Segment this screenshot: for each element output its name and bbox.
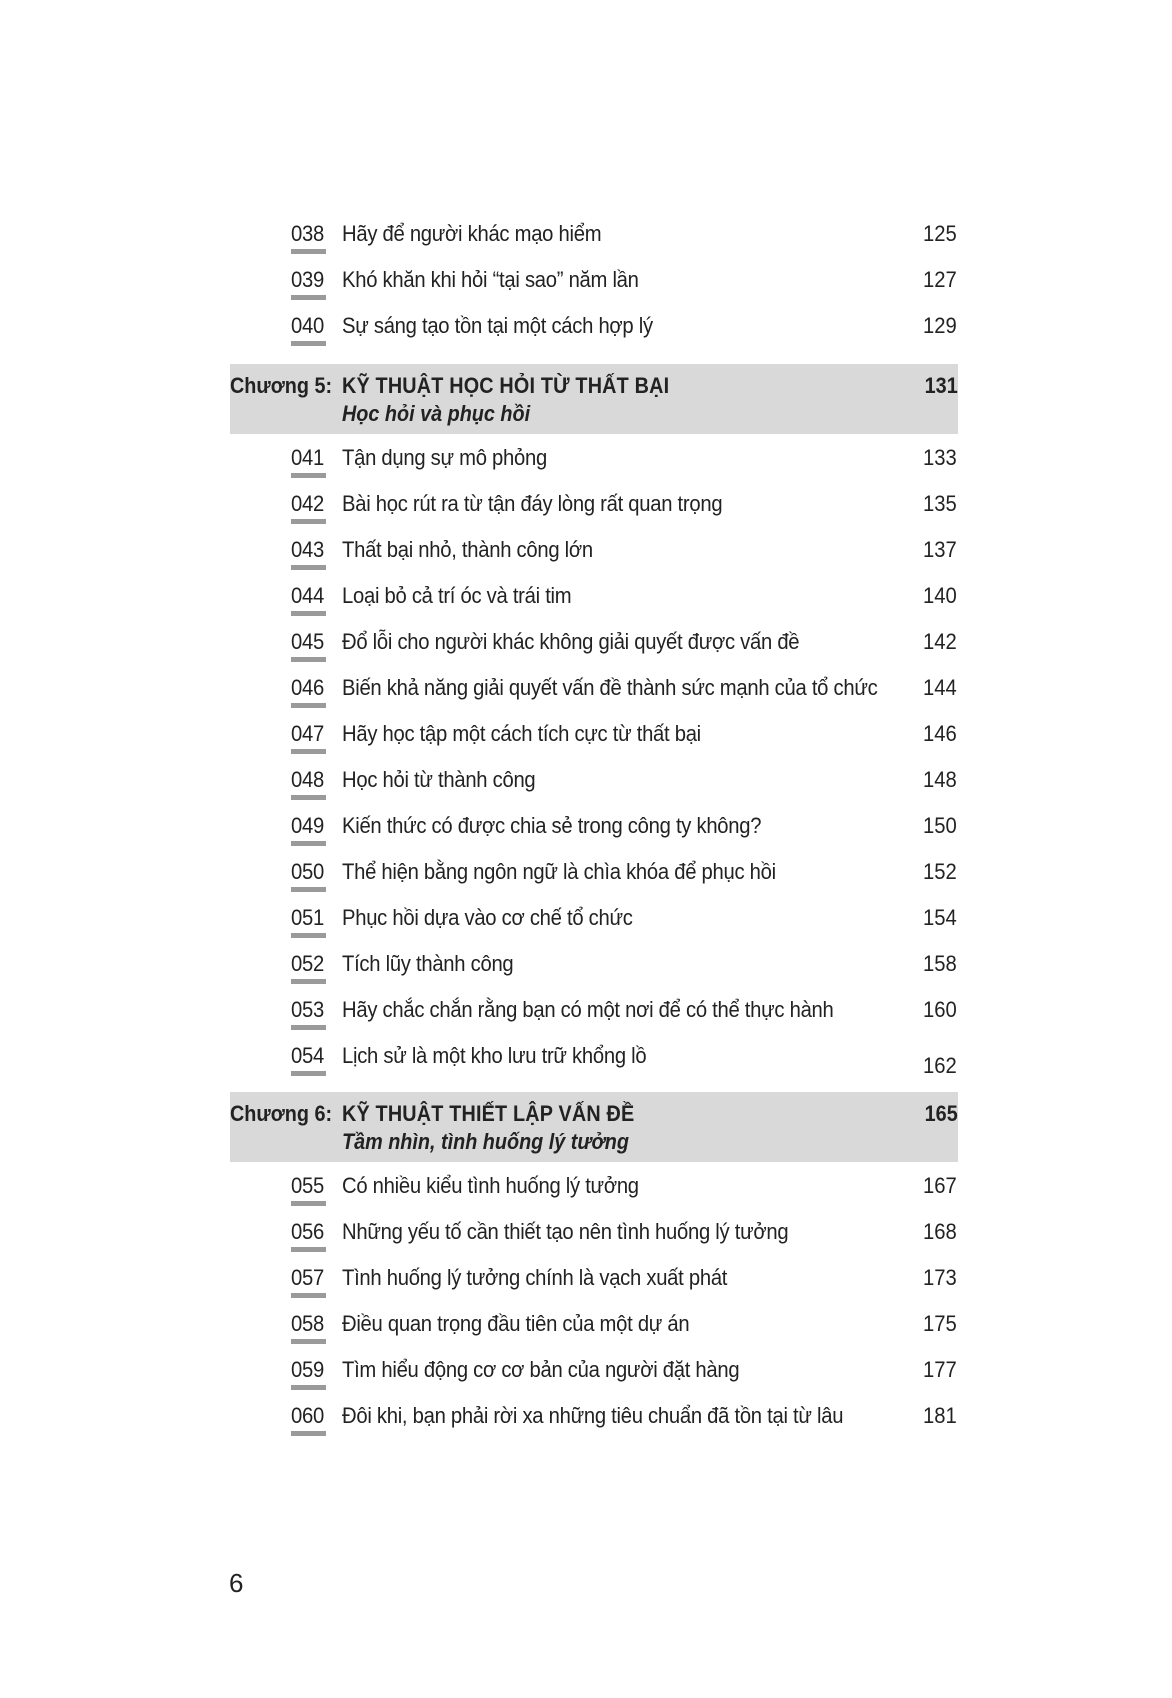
entry-page-number: 152 xyxy=(923,859,957,884)
chapter-label: Chương 5: xyxy=(230,373,333,398)
chapter-subtitle: Tầm nhìn, tình huống lý tưởng xyxy=(342,1129,629,1154)
entry-title: Đôi khi, bạn phải rời xa những tiêu chuẩn đã tồn tại từ lâu xyxy=(342,1403,844,1428)
toc-entry xyxy=(0,1042,1172,1082)
entry-title: Tích lũy thành công xyxy=(342,951,514,976)
toc-entry xyxy=(0,1402,1172,1442)
entry-title: Học hỏi từ thành công xyxy=(342,767,536,792)
entry-title: Phục hồi dựa vào cơ chế tổ chức xyxy=(342,905,633,930)
toc-entry xyxy=(0,582,1172,622)
entry-number-underline xyxy=(291,611,326,616)
entry-title: Thể hiện bằng ngôn ngữ là chìa khóa để phục hồi xyxy=(342,859,776,884)
entry-page-number: 175 xyxy=(923,1311,957,1336)
entry-number-underline xyxy=(291,1431,326,1436)
entry-number-underline xyxy=(291,1247,326,1252)
toc-entry xyxy=(0,628,1172,668)
entry-number: 059 xyxy=(291,1357,324,1382)
entry-number: 040 xyxy=(291,313,324,338)
entry-page-number: 173 xyxy=(923,1265,957,1290)
entry-number: 055 xyxy=(291,1173,324,1198)
page-number: 6 xyxy=(229,1568,244,1598)
toc-entry xyxy=(0,812,1172,852)
toc-entry xyxy=(0,674,1172,714)
entry-number-underline xyxy=(291,1339,326,1344)
entry-page-number: 177 xyxy=(923,1357,957,1382)
entry-page-number: 168 xyxy=(923,1219,957,1244)
entry-number-underline xyxy=(291,657,326,662)
entry-number: 049 xyxy=(291,813,324,838)
entry-page-number: 125 xyxy=(923,221,957,246)
entry-page-number: 154 xyxy=(923,905,957,930)
entry-page-number: 181 xyxy=(923,1403,957,1428)
entry-number: 048 xyxy=(291,767,324,792)
chapter-page-number: 131 xyxy=(924,373,958,398)
entry-number: 053 xyxy=(291,997,324,1022)
entry-page-number: 160 xyxy=(923,997,957,1022)
entry-page-number: 148 xyxy=(923,767,957,792)
entry-number-underline xyxy=(291,703,326,708)
entry-number-underline xyxy=(291,519,326,524)
toc-entry xyxy=(0,1310,1172,1350)
entry-number: 043 xyxy=(291,537,324,562)
toc-entry xyxy=(0,904,1172,944)
entry-title: Tìm hiểu động cơ cơ bản của người đặt hàng xyxy=(342,1357,740,1382)
entry-number-underline xyxy=(291,295,326,300)
entry-title: Đổ lỗi cho người khác không giải quyết được vấn đề xyxy=(342,629,800,654)
entry-number-underline xyxy=(291,795,326,800)
entry-number: 051 xyxy=(291,905,324,930)
entry-title: Hãy học tập một cách tích cực từ thất bại xyxy=(342,721,701,746)
entry-page-number: 129 xyxy=(923,313,957,338)
entry-number-underline xyxy=(291,1293,326,1298)
entry-page-number: 127 xyxy=(923,267,957,292)
entry-page-number: 158 xyxy=(923,951,957,976)
entry-title: Điều quan trọng đầu tiên của một dự án xyxy=(342,1311,690,1336)
entry-number: 060 xyxy=(291,1403,324,1428)
toc-entry xyxy=(0,1356,1172,1396)
toc-entry xyxy=(0,950,1172,990)
toc-entry xyxy=(0,536,1172,576)
entry-title: Loại bỏ cả trí óc và trái tim xyxy=(342,583,572,608)
entry-number: 058 xyxy=(291,1311,324,1336)
entry-page-number: 146 xyxy=(923,721,957,746)
entry-number: 038 xyxy=(291,221,324,246)
toc-entry xyxy=(0,220,1172,260)
entry-number-underline xyxy=(291,565,326,570)
entry-number-underline xyxy=(291,841,326,846)
entry-page-number: 142 xyxy=(923,629,957,654)
chapter-heading xyxy=(230,1092,958,1162)
entry-title: Hãy chắc chắn rằng bạn có một nơi để có thể thực hành xyxy=(342,997,834,1022)
toc-entry xyxy=(0,766,1172,806)
entry-title: Sự sáng tạo tồn tại một cách hợp lý xyxy=(342,313,653,338)
chapter-title: KỸ THUẬT THIẾT LẬP VẤN ĐỀ xyxy=(342,1101,635,1126)
chapter-label: Chương 6: xyxy=(230,1101,333,1126)
entry-page-number: 137 xyxy=(923,537,957,562)
entry-number: 047 xyxy=(291,721,324,746)
entry-title: Những yếu tố cần thiết tạo nên tình huống lý tưởng xyxy=(342,1219,789,1244)
toc-entry xyxy=(0,1172,1172,1212)
toc-entry xyxy=(0,1264,1172,1304)
entry-number: 046 xyxy=(291,675,324,700)
entry-number: 045 xyxy=(291,629,324,654)
entry-number-underline xyxy=(291,749,326,754)
entry-page-number: 140 xyxy=(923,583,957,608)
toc-entry xyxy=(0,444,1172,484)
entry-page-number: 135 xyxy=(923,491,957,516)
entry-page-number: 150 xyxy=(923,813,957,838)
entry-title: Tình huống lý tưởng chính là vạch xuất phát xyxy=(342,1265,728,1290)
entry-title: Tận dụng sự mô phỏng xyxy=(342,445,547,470)
entry-title: Thất bại nhỏ, thành công lớn xyxy=(342,537,593,562)
entry-title: Kiến thức có được chia sẻ trong công ty không? xyxy=(342,813,762,838)
entry-number-underline xyxy=(291,887,326,892)
toc-entry xyxy=(0,858,1172,898)
entry-title: Có nhiều kiểu tình huống lý tưởng xyxy=(342,1173,639,1198)
entry-number-underline xyxy=(291,473,326,478)
entry-title: Khó khăn khi hỏi “tại sao” năm lần xyxy=(342,267,639,292)
entry-number: 042 xyxy=(291,491,324,516)
entry-number-underline xyxy=(291,979,326,984)
entry-page-number: 144 xyxy=(923,675,957,700)
entry-number-underline xyxy=(291,249,326,254)
toc-entry xyxy=(0,1218,1172,1258)
entry-number-underline xyxy=(291,1385,326,1390)
entry-number-underline xyxy=(291,933,326,938)
entry-number: 044 xyxy=(291,583,324,608)
entry-page-number: 162 xyxy=(923,1053,957,1078)
toc-entry xyxy=(0,266,1172,306)
entry-page-number: 133 xyxy=(923,445,957,470)
entry-number-underline xyxy=(291,1071,326,1076)
entry-title: Lịch sử là một kho lưu trữ khổng lồ xyxy=(342,1043,647,1068)
entry-title: Biến khả năng giải quyết vấn đề thành sức mạnh của tổ chức xyxy=(342,675,878,700)
toc-entry xyxy=(0,312,1172,352)
chapter-page-number: 165 xyxy=(924,1101,958,1126)
entry-title: Hãy để người khác mạo hiểm xyxy=(342,221,602,246)
entry-number-underline xyxy=(291,1025,326,1030)
chapter-title: KỸ THUẬT HỌC HỎI TỪ THẤT BẠI xyxy=(342,373,670,398)
entry-number: 039 xyxy=(291,267,324,292)
entry-page-number: 167 xyxy=(923,1173,957,1198)
toc-entry xyxy=(0,490,1172,530)
entry-number: 052 xyxy=(291,951,324,976)
chapter-heading xyxy=(230,364,958,434)
toc-entry xyxy=(0,996,1172,1036)
toc-entry xyxy=(0,720,1172,760)
entry-number: 056 xyxy=(291,1219,324,1244)
chapter-subtitle: Học hỏi và phục hồi xyxy=(342,401,531,426)
entry-number: 050 xyxy=(291,859,324,884)
entry-number: 057 xyxy=(291,1265,324,1290)
entry-number: 041 xyxy=(291,445,324,470)
entry-number: 054 xyxy=(291,1043,324,1068)
entry-title: Bài học rút ra từ tận đáy lòng rất quan trọng xyxy=(342,491,723,516)
entry-number-underline xyxy=(291,1201,326,1206)
entry-number-underline xyxy=(291,341,326,346)
